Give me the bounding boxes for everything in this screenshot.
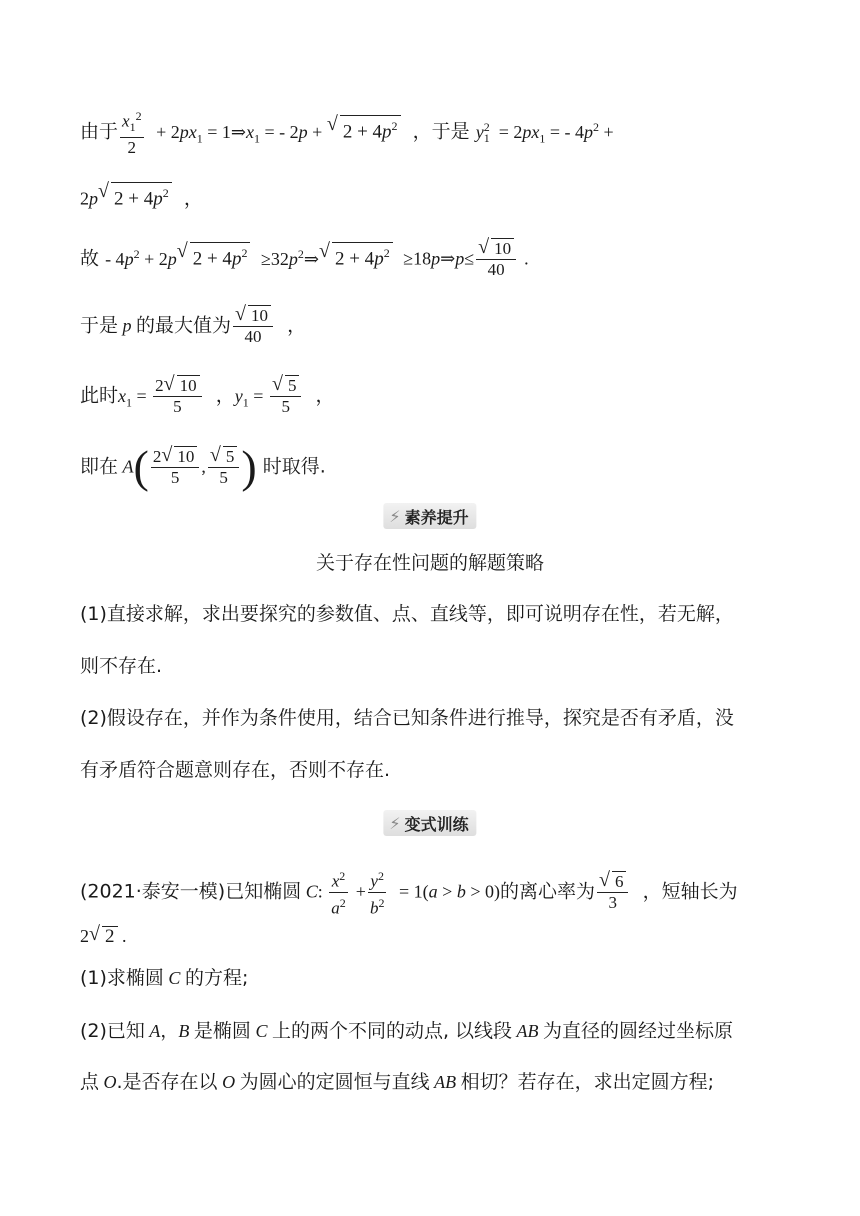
text: (1)求椭圆 xyxy=(80,967,164,989)
section-badge-suyang xyxy=(383,503,476,529)
fraction-sqrt10-over-40: √ 10 40 xyxy=(233,305,273,347)
fraction-sqrt10-over-40: √ 10 40 xyxy=(476,238,516,280)
sqrt-expr: √ $2 + 4p^2$ xyxy=(327,115,401,144)
lightning-bolt-icon: ⚡ xyxy=(389,506,401,526)
text: 时取得. xyxy=(262,455,326,478)
question-line-1: (2021·泰安一模)已知椭圆 C: $\frac{x^2}{a^2}$ + $\frac{y^2}{b^2}$ = 1(a > b > 0)的离心率为 √ 6 3 ，短轴长为 xyxy=(80,866,738,918)
strategy-1-line-a: (1)直接求解，求出要探究的参数值、点、直线等，即可说明存在性，若无解， xyxy=(80,603,734,625)
fraction-y2-over-b2: $\frac{y^2}{b^2}$ xyxy=(368,866,387,918)
text: 故 xyxy=(80,247,100,270)
text: 即在 xyxy=(80,455,119,478)
math: - $4p^2 + 2p$ xyxy=(105,246,177,269)
strategy-1-line-b: 则不存在. xyxy=(80,655,163,677)
badge-label: 变式训练 xyxy=(404,814,469,834)
sqrt-expr: √ $2 + 4p^2$ xyxy=(98,182,172,211)
question-line-2: 2 √ 2 . xyxy=(80,923,127,947)
badge-label: 素养提升 xyxy=(404,507,469,527)
math: $y^2_1 = 2px_1$ = - $4p^2$ + xyxy=(475,119,614,146)
text: 此时 xyxy=(80,384,119,407)
text: (2021·泰安一模)已知椭圆 xyxy=(80,880,302,903)
fraction-x1sq-over-2: $\frac{x_1^2}{2}$ xyxy=(120,106,144,158)
left-paren: ( xyxy=(133,441,149,492)
text: (2)已知 xyxy=(80,1020,145,1042)
solution-line-2 xyxy=(80,182,203,211)
fraction-x2-over-a2: $\frac{x^2}{a^2}$ xyxy=(329,866,348,918)
strategy-2-line-b: 有矛盾符合题意则存在，否则不存在. xyxy=(80,759,391,781)
text: 的离心率为 xyxy=(499,880,595,903)
fraction-2sqrt10-over-5: 2 √ 10 5 xyxy=(151,446,200,488)
solution-line-3: 故 - $4p^2 + 2p$ √ $2 + 4p^2$ $\ge 32p^2\Rightarrow$ √ $2 + 4p^2$ ≥18p⇒p≤ √ 10 40 . xyxy=(80,236,529,279)
solution-line-6: 即在 A( 2 √ 10 5 , √ 5 5 ) 时取得. xyxy=(80,441,326,492)
question-part-2-line-b: 点 O.是否存在以 O 为圆心的定圆恒与直线 AB 相切？若存在，求出定圆方程; xyxy=(80,1071,714,1093)
lightning-bolt-icon: ⚡ xyxy=(389,813,401,833)
text: 为直径的圆经过坐标原 xyxy=(543,1020,734,1042)
fraction-2sqrt10-over-5: 2 √ 10 5 xyxy=(153,375,202,417)
fraction-sqrt6-over-3: √ 6 3 xyxy=(597,871,629,913)
math: + $2px_1$ = $1\Rightarrow x_1$ = - 2p + xyxy=(151,121,327,146)
text: ，于是 xyxy=(412,120,470,143)
text: ， xyxy=(215,384,235,407)
sqrt-2: √ 2 xyxy=(89,925,118,949)
text: 的最大值为 xyxy=(136,314,232,337)
strategy-2-line-a: (2)假设存在，并作为条件使用，结合已知条件进行推导，探究是否有矛盾，没 xyxy=(80,707,734,729)
math: 2p xyxy=(80,188,98,209)
right-paren: ) xyxy=(241,441,257,492)
math: $\ge 32p^2\Rightarrow$ xyxy=(256,246,319,269)
text: 是椭圆 xyxy=(193,1020,251,1042)
text: ， xyxy=(315,384,335,407)
text: 的方程; xyxy=(184,967,249,989)
text: .是否存在以 xyxy=(116,1071,218,1093)
text: 于是 xyxy=(80,314,119,337)
sqrt-expr: √ $2 + 4p^2$ xyxy=(177,242,251,271)
text: ， xyxy=(183,187,203,210)
solution-line-1 xyxy=(80,106,614,158)
fraction-sqrt5-over-5: √ 5 5 xyxy=(270,375,302,417)
math: ≥18p⇒p≤ xyxy=(398,248,475,269)
section-heading: 关于存在性问题的解题策略 xyxy=(315,552,544,574)
text: 上的两个不同的动点, 以线段 xyxy=(271,1020,513,1042)
section-badge-bianshi xyxy=(383,810,476,836)
text: ， xyxy=(287,314,307,337)
question-part-2-line-a: (2)已知 A，B 是椭圆 C 上的两个不同的动点, 以线段 AB 为直径的圆经过坐标原 xyxy=(80,1020,734,1042)
sqrt-expr: √ $2 + 4p^2$ xyxy=(319,242,393,271)
text: 相切？若存在，求出定圆方程; xyxy=(460,1071,714,1093)
text: ，短轴长为 xyxy=(642,880,738,903)
text: 由于 xyxy=(80,120,119,143)
text: 点 xyxy=(80,1071,100,1093)
text: 为圆心的定圆恒与直线 xyxy=(239,1071,430,1093)
solution-line-5: 此时$x_1$ = 2 √ 10 5 ，$y_1$ = √ 5 5 ， xyxy=(80,373,335,416)
solution-line-4: 于是 p 的最大值为 √ 10 40 ， xyxy=(80,303,307,346)
question-part-1: (1)求椭圆 C 的方程; xyxy=(80,967,249,989)
fraction-sqrt5-over-5: √ 5 5 xyxy=(208,446,240,488)
